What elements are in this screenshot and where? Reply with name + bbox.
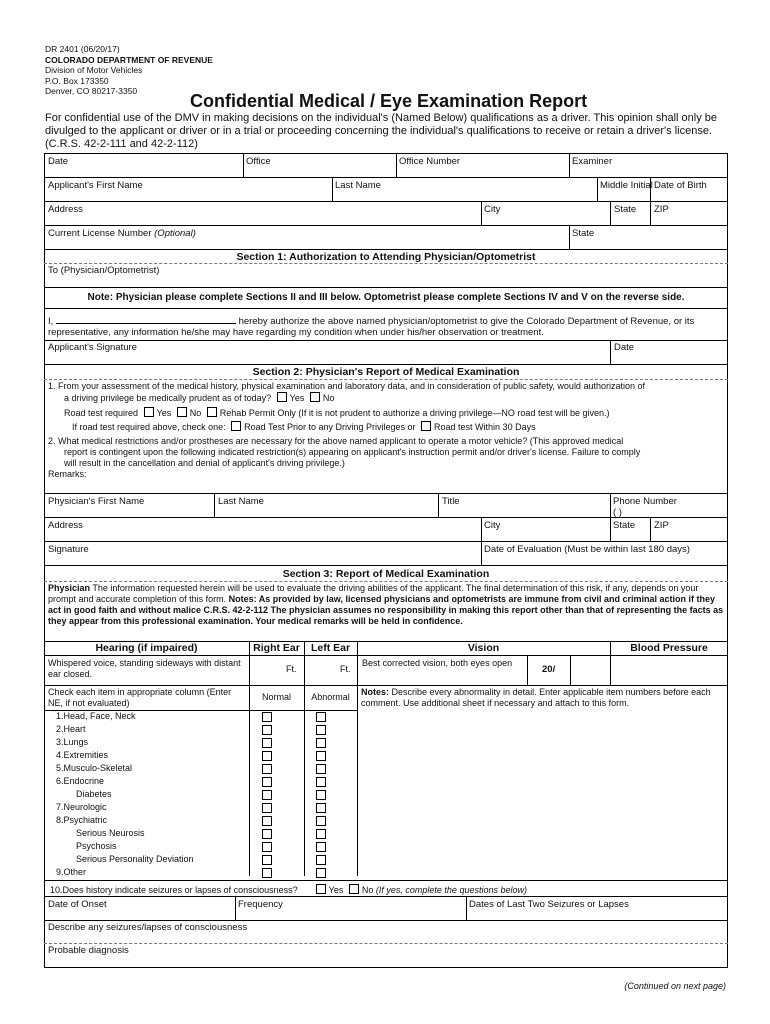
section3-title: Section 3: Report of Medical Examination — [282, 568, 490, 580]
physician-first-name-field[interactable]: Physician's First Name — [48, 496, 145, 507]
divider — [650, 201, 651, 225]
department: COLORADO DEPARTMENT OF REVENUE — [45, 54, 213, 65]
abnormal-checkbox[interactable] — [316, 816, 326, 826]
applicant-signature-field[interactable]: Applicant's Signature — [48, 342, 137, 353]
divider — [597, 177, 598, 201]
road-test-yes-checkbox[interactable] — [144, 407, 154, 417]
section1-note: Note: Physician please complete Sections II and III below. Optometrist please complete Sections IV and V on the reverse side. — [87, 292, 685, 303]
immunity-notes: Notes: As provided by law, licensed physicians and optometrists are immune from civil and criminal action if they act in good faith and without malice C.R.S. 42-2-112 The physician assumes no responsibility in making this report other than that of representing the facts as they appear from this professional examination. Your medical remarks will be held in confidence. — [48, 594, 724, 626]
road-test-no-checkbox[interactable] — [177, 407, 187, 417]
divider — [44, 379, 728, 380]
probable-diagnosis-field[interactable]: Probable diagnosis — [48, 945, 129, 956]
intro-text: For confidential use of the DMV in making decisions on the individual's (Named Below) qualifications as a driver. This opinion shall only be divulged to the applicant or driver or in a trial or proceeding concerning the individual's qualifications to receive or retain a driver's license. (C.R.S. 42-2-111 and 42-2-112) — [45, 112, 718, 150]
if-road-label: If road test required above, check one: — [72, 422, 226, 432]
vision-value-field[interactable]: 20/ — [542, 664, 556, 675]
office-field[interactable]: Office — [246, 156, 271, 167]
physician-label: Physician — [48, 583, 91, 593]
abnormal-header: Abnormal — [311, 692, 350, 702]
exam-item-label: 8.Psychiatric — [56, 815, 108, 825]
question-2a: 2. What medical restrictions and/or prostheses are necessary for the above named applicant to operate a motor vehicle? (This approved medical — [48, 436, 624, 446]
rehab-label: Rehab Permit Only (If it is not prudent to authorize a driving privilege—NO road test will be given.) — [219, 408, 610, 418]
road-test-label: Road test required — [64, 408, 139, 418]
zip-field[interactable]: ZIP — [654, 204, 669, 215]
name-blank[interactable] — [56, 323, 236, 324]
section2-title: Section 2: Physician's Report of Medical Examination — [252, 366, 520, 378]
seizure-note: (If yes, complete the questions below) — [375, 885, 527, 895]
vision-header: Vision — [467, 642, 500, 654]
divider — [570, 655, 571, 685]
divider — [44, 581, 728, 582]
divider — [44, 685, 728, 686]
no-label: No — [322, 393, 335, 403]
check-each-label: Check each item in appropriate column (Enter NE, if not evaluated) — [48, 687, 232, 708]
divider — [44, 967, 728, 968]
auth-text1: hereby authorize the above named physician/optometrist to give the Colorado Department of Revenue, or its — [238, 316, 695, 327]
road-test-option-line — [72, 421, 536, 433]
divider — [481, 541, 482, 565]
seizure-q-text: 10.Does history indicate seizures or lapses of consciousness? — [50, 885, 298, 895]
authorization-text — [48, 316, 694, 327]
physician-title-field[interactable]: Title — [442, 496, 460, 507]
city-field[interactable]: City — [484, 204, 501, 215]
abnormal-checkbox[interactable] — [316, 725, 326, 735]
seizure-no-checkbox[interactable] — [349, 884, 359, 894]
divider — [44, 896, 728, 897]
phone-field[interactable] — [613, 496, 677, 518]
divider — [44, 565, 728, 566]
state-field[interactable]: State — [614, 204, 637, 215]
physician-zip-field[interactable]: ZIP — [654, 520, 669, 531]
normal-checkbox[interactable] — [262, 816, 272, 826]
abnormal-checkbox[interactable] — [316, 777, 326, 787]
section3-intro — [48, 583, 724, 627]
divider — [569, 153, 570, 177]
divider — [44, 201, 728, 202]
divider — [44, 920, 728, 921]
physician-state-field[interactable]: State — [613, 520, 636, 531]
abnormal-checkbox[interactable] — [316, 712, 326, 722]
divider — [610, 340, 611, 364]
normal-checkbox[interactable] — [262, 803, 272, 813]
abnormal-checkbox[interactable] — [316, 842, 326, 852]
seizure-question — [50, 884, 527, 896]
examiner-field[interactable]: Examiner — [572, 156, 613, 167]
normal-checkbox[interactable] — [262, 855, 272, 865]
physician-text: The information requested herein will be used to evaluate the driving abilities of the applicant. The final determination of this risk, if any, depends on your prompt and accurate completion of this form. — [48, 583, 699, 604]
last-seizures-field[interactable]: Dates of Last Two Seizures or Lapses — [469, 899, 629, 910]
normal-checkbox[interactable] — [262, 751, 272, 761]
dob-field[interactable]: Date of Birth — [654, 180, 707, 191]
divider — [650, 177, 651, 201]
divider — [243, 153, 244, 177]
divider — [214, 493, 215, 517]
license-number-field[interactable] — [48, 228, 196, 239]
right-ear-header: Right Ear — [253, 642, 300, 654]
continued-note: (Continued on next page) — [624, 981, 726, 991]
po-box: P.O. Box 173350 — [45, 75, 109, 86]
divider — [527, 655, 528, 685]
prudent-no-checkbox[interactable] — [310, 392, 320, 402]
optional-note: (Optional) — [154, 228, 196, 239]
exam-item-label: 6.Endocrine — [56, 776, 105, 786]
exam-item-label: 2.Heart — [56, 724, 86, 734]
normal-checkbox[interactable] — [262, 868, 272, 878]
divider — [44, 249, 728, 250]
divider — [569, 225, 570, 249]
notes-text: Describe every abnormality in detail. Enter applicable item numbers before each comment. Use additional sheet if necessary and attach to this form. — [361, 687, 711, 708]
divider — [44, 225, 728, 226]
signature-date-field[interactable]: Date — [614, 342, 635, 353]
exam-item-label: 5.Musculo-Skeletal — [56, 763, 133, 773]
exam-item-label: Serious Neurosis — [76, 828, 145, 838]
applicant-first-name-field[interactable]: Applicant's First Name — [48, 180, 143, 191]
blood-pressure-header: Blood Pressure — [630, 642, 708, 654]
phone-label: Phone Number — [613, 496, 677, 507]
divider — [357, 641, 358, 876]
to-physician-field[interactable]: To (Physician/Optometrist) — [48, 265, 160, 276]
divider — [466, 896, 467, 920]
no-label: No — [189, 408, 202, 418]
auth-prefix: I, — [48, 316, 54, 327]
frequency-field[interactable]: Frequency — [238, 899, 283, 910]
auth-text2: representative, any information he/she may have regarding my condition when under his/her observation or treatment. — [48, 327, 544, 338]
exam-item-label: Serious Personality Deviation — [76, 854, 194, 864]
road-prior-label: Road Test Prior to any Driving Privileges or — [244, 422, 416, 432]
normal-checkbox[interactable] — [262, 829, 272, 839]
form-id: DR 2401 (06/20/17) — [45, 44, 120, 54]
license-state-field[interactable]: State — [572, 228, 595, 239]
road-within-label: Road test Within 30 Days — [434, 422, 536, 432]
notes-label — [361, 687, 723, 709]
exam-item-label: Psychosis — [76, 841, 117, 851]
question-2b: report is contingent upon the following indicated restriction(s) appearing on applicant's instruction permit and/or driver's license. Failure to comply — [64, 447, 641, 457]
divider — [44, 493, 728, 494]
road-test-prior-checkbox[interactable] — [231, 421, 241, 431]
normal-checkbox[interactable] — [262, 738, 272, 748]
divider — [396, 153, 397, 177]
exam-item-label: 1.Head, Face, Neck — [56, 711, 136, 721]
divider — [481, 517, 482, 541]
exam-item-label: 4.Extremities — [56, 750, 109, 760]
form-header — [45, 44, 213, 97]
abnormal-checkbox[interactable] — [316, 803, 326, 813]
abnormal-checkbox[interactable] — [316, 751, 326, 761]
normal-header: Normal — [261, 692, 291, 702]
divider — [44, 340, 728, 341]
divider — [44, 655, 728, 656]
normal-checkbox[interactable] — [262, 777, 272, 787]
divider — [235, 896, 236, 920]
normal-checkbox[interactable] — [262, 764, 272, 774]
physician-last-name-field[interactable]: Last Name — [218, 496, 264, 507]
exam-item-label: 3.Lungs — [56, 737, 89, 747]
notes-bold: Notes: — [361, 687, 390, 697]
city-zip: Denver, CO 80217-3350 — [45, 86, 138, 96]
division: Division of Motor Vehicles — [45, 65, 143, 75]
describe-seizures-field[interactable]: Describe any seizures/lapses of consciousness — [48, 922, 248, 933]
normal-checkbox[interactable] — [262, 842, 272, 852]
divider — [44, 943, 728, 944]
address-field[interactable]: Address — [48, 204, 83, 215]
divider — [481, 201, 482, 225]
abnormal-checkbox[interactable] — [316, 829, 326, 839]
road-test-line — [64, 407, 609, 419]
physician-signature-field[interactable]: Signature — [48, 544, 89, 555]
abnormal-checkbox[interactable] — [316, 764, 326, 774]
middle-initial-field[interactable]: Middle Initial — [600, 180, 653, 191]
divider — [610, 493, 611, 517]
divider — [44, 541, 728, 542]
divider — [438, 493, 439, 517]
divider — [650, 517, 651, 541]
divider — [44, 153, 728, 154]
divider — [610, 201, 611, 225]
divider — [44, 880, 728, 881]
abnormal-checkbox[interactable] — [316, 868, 326, 878]
exam-item-label: 7.Neurologic — [56, 802, 107, 812]
physician-city-field[interactable]: City — [484, 520, 501, 531]
date-field[interactable]: Date — [48, 156, 69, 167]
prudent-yes-checkbox[interactable] — [277, 392, 287, 402]
hearing-header: Hearing (if impaired) — [95, 642, 198, 654]
best-vision-label: Best corrected vision, both eyes open — [362, 658, 513, 668]
left-ear-ft[interactable]: Ft. — [340, 664, 351, 674]
office-number-field[interactable]: Office Number — [399, 156, 461, 167]
normal-checkbox[interactable] — [262, 725, 272, 735]
question-1b-text: a driving privilege be medically prudent as of today? — [64, 393, 272, 403]
yes-label: Yes — [156, 408, 172, 418]
divider — [44, 177, 728, 178]
divider — [610, 517, 611, 541]
applicant-last-name-field[interactable]: Last Name — [335, 180, 381, 191]
seizure-no-label: No — [361, 885, 374, 895]
abnormal-checkbox[interactable] — [316, 738, 326, 748]
license-label: Current License Number — [48, 228, 152, 239]
divider — [44, 364, 728, 365]
divider — [249, 641, 250, 876]
right-ear-ft[interactable]: Ft. — [286, 664, 297, 674]
abnormal-checkbox[interactable] — [316, 855, 326, 865]
seizure-yes-label: Yes — [328, 885, 344, 895]
exam-item-label: 9.Other — [56, 867, 87, 877]
seizure-yes-checkbox[interactable] — [316, 884, 326, 894]
yes-label: Yes — [289, 393, 305, 403]
divider — [44, 517, 728, 518]
question-1a: 1. From your assessment of the medical history, physical examination and laboratory data, and in consideration of public safety, would authorization of — [48, 381, 645, 391]
section1-title: Section 1: Authorization to Attending Physician/Optometrist — [236, 251, 536, 263]
exam-item-label: Diabetes — [76, 789, 112, 799]
evaluation-date-field[interactable]: Date of Evaluation (Must be within last 180 days) — [484, 544, 690, 555]
abnormal-checkbox[interactable] — [316, 790, 326, 800]
normal-checkbox[interactable] — [262, 712, 272, 722]
left-ear-header: Left Ear — [310, 642, 351, 654]
whisper-test-label: Whispered voice, standing sideways with distant ear closed. — [48, 658, 241, 679]
physician-address-field[interactable]: Address — [48, 520, 83, 531]
divider — [44, 263, 728, 264]
remarks-field[interactable]: Remarks: — [48, 469, 87, 479]
divider — [44, 287, 728, 288]
phone-paren: ( ) — [613, 507, 622, 518]
road-test-within-checkbox[interactable] — [421, 421, 431, 431]
question-2c: will result in the cancellation and denial of applicant's driving privilege.) — [64, 458, 345, 468]
page-title: Confidential Medical / Eye Examination Report — [190, 91, 588, 111]
divider — [304, 641, 305, 876]
rehab-permit-checkbox[interactable] — [207, 407, 217, 417]
onset-date-field[interactable]: Date of Onset — [48, 899, 107, 910]
divider — [332, 177, 333, 201]
divider — [44, 308, 728, 309]
normal-checkbox[interactable] — [262, 790, 272, 800]
question-1b — [64, 392, 334, 404]
